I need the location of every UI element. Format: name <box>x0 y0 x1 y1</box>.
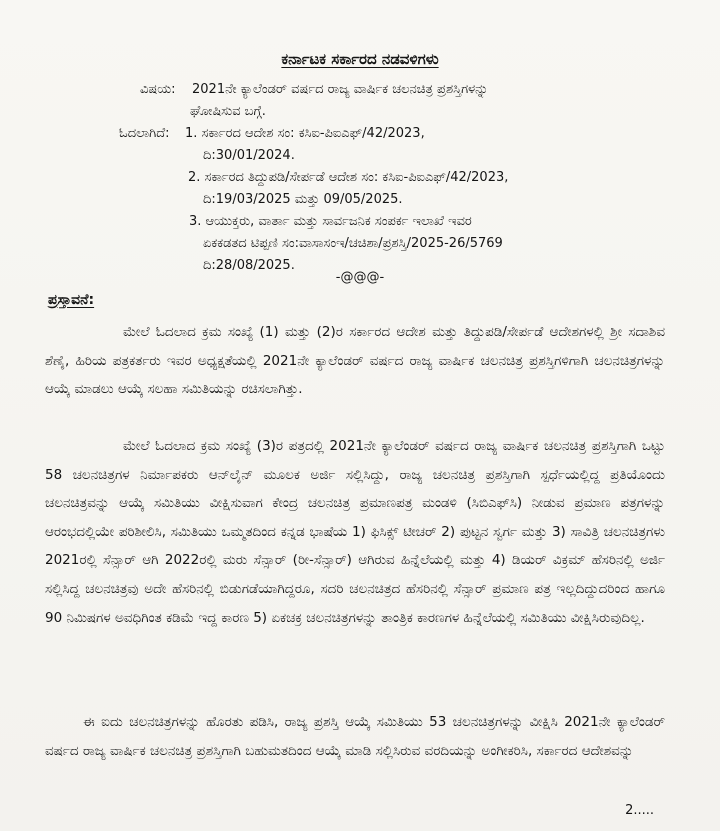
subject-text-line1: 2021ನೇ ಕ್ಯಾಲೆಂಡರ್ ವರ್ಷದ ರಾಜ್ಯ ವಾರ್ಷಿಕ ಚಲನಚಿತ್ರ ಪ್ರಶಸ್ತಿಗಳನ್ನು <box>192 82 489 97</box>
separator: -@@@- <box>335 270 385 285</box>
reference-1-line2: ದಿ:30/01/2024. <box>203 148 295 163</box>
subject-text-line2: ಘೋಷಿಸುವ ಬಗ್ಗೆ. <box>190 104 266 119</box>
references-label: ಓದಲಾಗಿದೆ: <box>119 126 170 141</box>
paragraph-1: ಮೇಲೆ ಓದಲಾದ ಕ್ರಮ ಸಂಖ್ಯೆ (1) ಮತ್ತು (2)ರ ಸರ್ಕಾರದ ಆದೇಶ ಮತ್ತು ತಿದ್ದುಪಡಿ/ಸೇರ್ಪಡೆ ಆದೇಶಗಳಲ್ಲಿ ಶ್ರೀ ಸದಾಶಿವ ಶೆಣೈ, ಹಿರಿಯ ಪತ್ರಕರ್ತರು ಇವರ ಅಧ್ಯಕ್ಷತೆಯಲ್ಲಿ 2021ನೇ ಕ್ಯಾಲೆಂಡರ್ ವರ್ಷದ ರಾಜ್ಯ ವಾರ್ಷಿಕ ಚಲನಚಿತ್ರ ಪ್ರಶಸ್ತಿಗಳಿಗಾಗಿ ಚಲನಚಿತ್ರಗಳನ್ನು ಆಯ್ಕೆ ಮಾಡಲು ಆಯ್ಕೆ ಸಲಹಾ ಸಮಿತಿಯನ್ನು ರಚಿಸಲಾಗಿತ್ತು. <box>45 324 665 398</box>
paragraph-2: ಮೇಲೆ ಓದಲಾದ ಕ್ರಮ ಸಂಖ್ಯೆ (3)ರ ಪತ್ರದಲ್ಲಿ 2021ನೇ ಕ್ಯಾಲೆಂಡರ್ ವರ್ಷದ ರಾಜ್ಯ ವಾರ್ಷಿಕ ಚಲನಚಿತ್ರ ಪ್ರಶಸ್ತಿಗಾಗಿ ಒಟ್ಟು 58 ಚಲನಚಿತ್ರಗಳ ನಿರ್ಮಾಪಕರು ಆನ್‌ಲೈನ್ ಮೂಲಕ ಅರ್ಜಿ ಸಲ್ಲಿಸಿದ್ದು, ರಾಜ್ಯ ಚಲನಚಿತ್ರ ಪ್ರಶಸ್ತಿಗಾಗಿ ಸ್ಪರ್ಧೆಯಲ್ಲಿದ್ದ ಪ್ರತಿಯೊಂದು ಚಲನಚಿತ್ರವನ್ನು ಆಯ್ಕೆ ಸಮಿತಿಯು ವೀಕ್ಷಿಸುವಾಗ ಕೇಂದ್ರ ಚಲನಚಿತ್ರ ಪ್ರಮಾಣಪತ್ರ ಮಂಡಳಿ (ಸಿಬಿಎಫ್‌ಸಿ) ನೀಡುವ ಪ್ರಮಾಣ ಪತ್ರಗಳನ್ನು ಆರಂಭದಲ್ಲಿಯೇ ಪರಿಶೀಲಿಸಿ, ಸಮಿತಿಯು ಒಮ್ಮತದಿಂದ ಕನ್ನಡ ಭಾಷೆಯ 1) ಫಿಸಿಕ್ಸ್ ಟೀಚರ್ 2) ಪುಟ್ಟನ ಸ್ವರ್ಗ ಮತ್ತು 3) ಸಾವಿತ್ರಿ ಚಲನಚಿತ್ರಗಳು 2021ರಲ್ಲಿ ಸೆನ್ಸಾರ್ ಆಗಿ 2022ರಲ್ಲಿ ಮರು ಸೆನ್ಸಾರ್ (ರೀ-ಸೆನ್ಸಾರ್) ಆಗಿರುವ ಹಿನ್ನೆಲೆಯಲ್ಲಿ ಮತ್ತು 4) ಡಿಯರ್ ವಿಕ್ರಮ್ ಹೆಸರಿನಲ್ಲಿ ಅರ್ಜಿ ಸಲ್ಲಿಸಿದ್ದ ಚಲನಚಿತ್ರವು ಅದೇ ಹೆಸರಿನಲ್ಲಿ ಬಿಡುಗಡೆಯಾಗಿದ್ದರೂ, ಸದರಿ ಚಲನಚಿತ್ರದ ಹೆಸರಿನಲ್ಲಿ ಸೆನ್ಸಾರ್ ಪ್ರಮಾಣ ಪತ್ರ ಇಲ್ಲದಿದ್ದುದರಿಂದ ಹಾಗೂ 90 ನಿಮಿಷಗಳ ಅವಧಿಗಿಂತ ಕಡಿಮೆ ಇದ್ದ ಕಾರಣ 5) ಏಕಚಕ್ರ ಚಲನಚಿತ್ರಗಳನ್ನು ತಾಂತ್ರಿಕ ಕಾರಣಗಳ ಹಿನ್ನೆಲೆಯಲ್ಲಿ ಸಮಿತಿಯು ವೀಕ್ಷಿಸಿರುವುದಿಲ್ಲ. <box>45 438 665 626</box>
reference-3-line1: 3. ಆಯುಕ್ತರು, ವಾರ್ತಾ ಮತ್ತು ಸಾರ್ವಜನಿಕ ಸಂಪರ್ಕ ಇಲಾಖೆ ಇವರ <box>189 214 472 229</box>
subject-label: ವಿಷಯ: <box>140 82 176 97</box>
reference-1-line1: 1. ಸರ್ಕಾರದ ಆದೇಶ ಸಂ: ಕಸಿಐ-ಪಿಐಎಫ್/42/2023, <box>185 126 425 141</box>
paragraph-3: ಈ ಐದು ಚಲನಚಿತ್ರಗಳನ್ನು ಹೊರತು ಪಡಿಸಿ, ರಾಜ್ಯ ಪ್ರಶಸ್ತಿ ಆಯ್ಕೆ ಸಮಿತಿಯು 53 ಚಲನಚಿತ್ರಗಳನ್ನು ವೀಕ್ಷಿಸಿ 2021ನೇ ಕ್ಯಾಲೆಂಡರ್ ವರ್ಷದ ರಾಜ್ಯ ವಾರ್ಷಿಕ ಚಲನಚಿತ್ರ ಪ್ರಶಸ್ತಿಗಾಗಿ ಬಹುಮತದಿಂದ ಆಯ್ಕೆ ಮಾಡಿ ಸಲ್ಲಿಸಿರುವ ವರದಿಯನ್ನು ಅಂಗೀಕರಿಸಿ, ಸರ್ಕಾರದ ಆದೇಶವನ್ನು <box>45 714 665 759</box>
document-title: ಕರ್ನಾಟಕ ಸರ್ಕಾರದ ನಡವಳಿಗಳು <box>281 50 439 68</box>
page-number: 2..... <box>625 803 654 818</box>
introduction-heading: ಪ್ರಸ್ತಾವನೆ: <box>48 292 95 308</box>
reference-2-line1: 2. ಸರ್ಕಾರದ ತಿದ್ದುಪಡಿ/ಸೇರ್ಪಡೆ ಆದೇಶ ಸಂ: ಕಸಿಐ-ಪಿಐಎಫ್/42/2023, <box>188 170 509 185</box>
reference-3-line3: ದಿ:28/08/2025. <box>203 258 295 273</box>
reference-2-line2: ದಿ:19/03/2025 ಮತ್ತು 09/05/2025. <box>203 192 403 207</box>
reference-3-line2: ಏಕಕಡತದ ಟಿಪ್ಪಣಿ ಸಂ:ವಾಸಾಸಂಇ/ಚಚಿಶಾ/ಪ್ರಶಸ್ತಿ/2025-26/5769 <box>203 236 503 251</box>
